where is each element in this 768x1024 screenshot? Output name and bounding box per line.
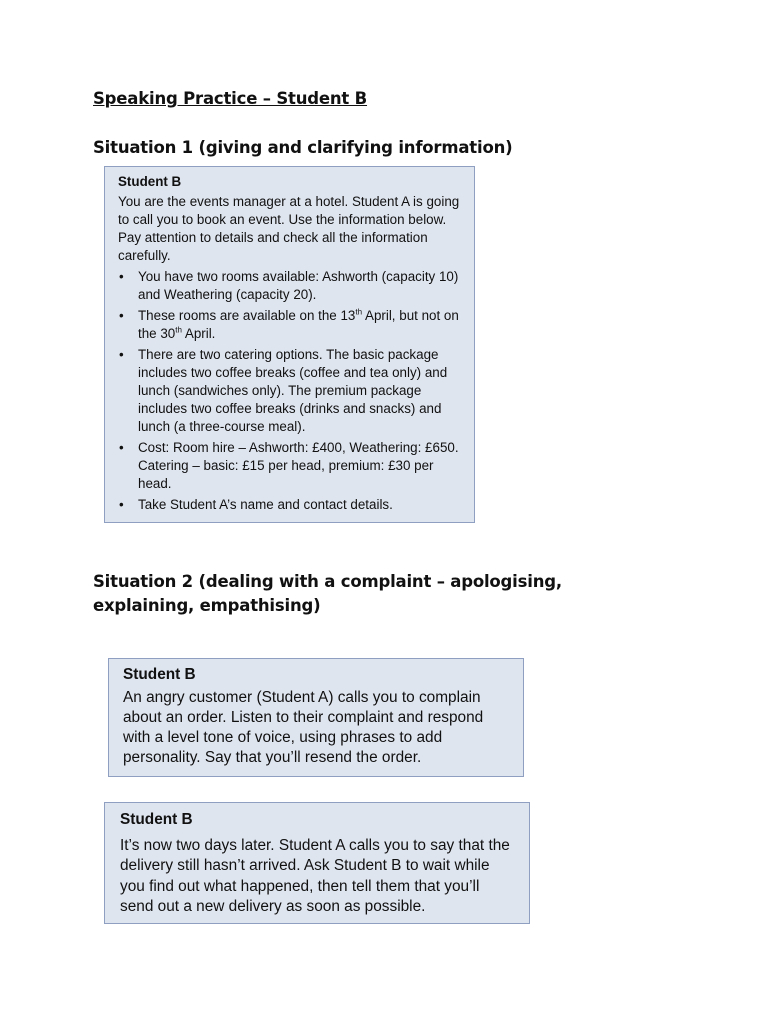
role-card-title: Student B <box>118 174 182 189</box>
list-item-text: You have two rooms available: Ashworth (capacity 10) and Weathering (capacity 20). <box>138 269 459 302</box>
situation-2-heading: Situation 2 (dealing with a complaint – apologising, explaining, empathising) <box>93 572 562 615</box>
bullet-icon: • <box>119 308 124 323</box>
list-item-text: Take Student A’s name and contact details. <box>138 497 393 512</box>
situation-2-role-card-1 <box>108 658 524 777</box>
list-item <box>118 346 462 436</box>
list-item-text: Cost: Room hire – Ashworth: £400, Weathering: £650. Catering – basic: £15 per head, premium: £30 per head. <box>138 440 459 491</box>
bullet-icon: • <box>119 497 124 512</box>
role-card-title: Student B <box>120 811 193 828</box>
role-card-bullet-list <box>118 268 462 514</box>
situation-2-role-card-2 <box>104 802 530 924</box>
role-card-text: An angry customer (Student A) calls you to complain about an order. Listen to their complaint and respond with a level tone of voice, using phrases to add personality. Say that you’ll resend the order. <box>123 689 484 766</box>
list-item <box>118 307 462 343</box>
role-card-intro: You are the events manager at a hotel. Student A is going to call you to book an event. Use the information below. Pay attention to details and check all the information carefully. <box>118 194 460 263</box>
situation-1-role-card <box>104 166 475 523</box>
bullet-icon: • <box>119 269 124 284</box>
list-item-text: These rooms are available on the 13th April, but not on the 30th April. <box>138 307 459 341</box>
list-item <box>118 268 462 304</box>
document-title: Speaking Practice – Student B <box>93 89 368 108</box>
role-card-title: Student B <box>123 666 196 683</box>
list-item-text: There are two catering options. The basic package includes two coffee breaks (coffee and tea only) and lunch (sandwiches only). The premium package includes two coffee breaks (drinks and snacks) and lunch (a three-course meal). <box>138 347 448 434</box>
bullet-icon: • <box>119 347 124 362</box>
bullet-icon: • <box>119 440 124 455</box>
list-item <box>118 439 462 493</box>
situation-1-heading: Situation 1 (giving and clarifying information) <box>93 138 513 157</box>
role-card-text: It’s now two days later. Student A calls you to say that the delivery still hasn’t arrived. Ask Student B to wait while you find out what happened, then tell them that you’ll send out a new delivery as soon as possible. <box>120 836 510 915</box>
list-item <box>118 496 462 514</box>
